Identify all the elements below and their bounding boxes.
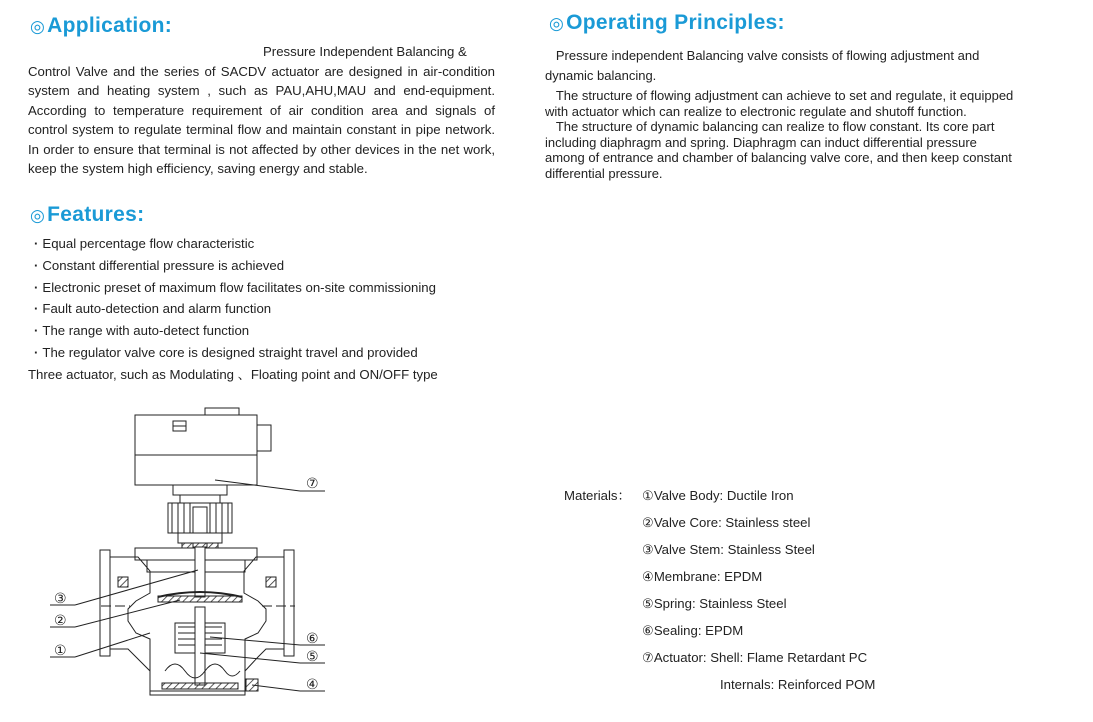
callout-4: ④ — [306, 677, 319, 693]
callout-7: ⑦ — [306, 476, 319, 492]
operating-paragraph: Pressure independent Balancing valve consists of flowing adjustment and dynamic balancing. — [545, 48, 980, 83]
feature-item: · Equal percentage flow characteristic — [28, 233, 438, 255]
balancing-core — [162, 607, 258, 691]
callout-6: ⑥ — [306, 631, 319, 647]
feature-item: · Electronic preset of maximum flow facilitates on-site commissioning — [28, 277, 438, 299]
material-item: ③Valve Stem: Stainless Steel — [642, 542, 815, 557]
features-heading: ◎Features: — [30, 203, 145, 226]
callout-1: ① — [54, 643, 67, 659]
callout-3: ③ — [54, 591, 67, 607]
feature-item: · The regulator valve core is designed straight travel and provided — [28, 342, 438, 364]
callout-5: ⑤ — [306, 649, 319, 665]
application-paragraph-rest: Control Valve and the series of SACDV actuator are designed in air-condition system and heating system , such as PAU,AHU,MAU and end-equipment. According to temperature requirement of air condition area and signals of control system to regulate terminal flow and maintain constant in pipe network. In order to ensure that terminal is not affected by other devices in the net work, keep the system high efficiency, saving energy and stable. — [28, 63, 495, 176]
material-item: ①Valve Body: Ductile Iron — [642, 488, 794, 503]
valve-bonnet — [135, 547, 257, 597]
operating-paragraphs — [545, 46, 1015, 181]
feature-item: · Fault auto-detection and alarm function — [28, 298, 438, 320]
operating-paragraph: The structure of dynamic balancing can realize to flow constant. Its core part including diaphragm and spring. Diaphragm can induct differential pressure among of entrance and chamber of balancing valve core, and then keep constant differential pressure. — [545, 119, 1012, 181]
valve-diagram — [0, 395, 340, 715]
circle-bullet-icon: ◎ — [30, 206, 46, 225]
feature-item: · Constant differential pressure is achieved — [28, 255, 438, 277]
application-heading: ◎Application: — [30, 14, 173, 37]
material-item: ⑦Actuator: Shell: Flame Retardant PC — [642, 650, 868, 665]
application-paragraph-first-line: Pressure Independent Balancing & — [263, 44, 467, 59]
feature-continuation: Three actuator, such as Modulating 、Floating point and ON/OFF type — [28, 366, 438, 382]
features-list — [28, 233, 438, 386]
circle-bullet-icon: ◎ — [549, 14, 565, 33]
circle-bullet-icon: ◎ — [30, 17, 46, 36]
operating-paragraph: The structure of flowing adjustment can achieve to set and regulate, it equipped with actuator which can realize to electronic regulate and shutoff function. — [545, 88, 1014, 119]
actuator-housing — [135, 408, 271, 503]
material-item: ⑤Spring: Stainless Steel — [642, 596, 787, 611]
application-paragraph — [28, 42, 495, 179]
operating-heading: ◎Operating Principles: — [549, 11, 785, 34]
feature-item: · The range with auto-detect function — [28, 320, 438, 342]
materials-label: Materials： — [564, 488, 631, 503]
material-item: ②Valve Core: Stainless steel — [642, 515, 811, 530]
material-item: ⑥Sealing: EPDM — [642, 623, 744, 638]
callout-2: ② — [54, 613, 67, 629]
material-sub-item: Internals: Reinforced POM — [720, 677, 876, 692]
material-item: ④Membrane: EPDM — [642, 569, 763, 584]
